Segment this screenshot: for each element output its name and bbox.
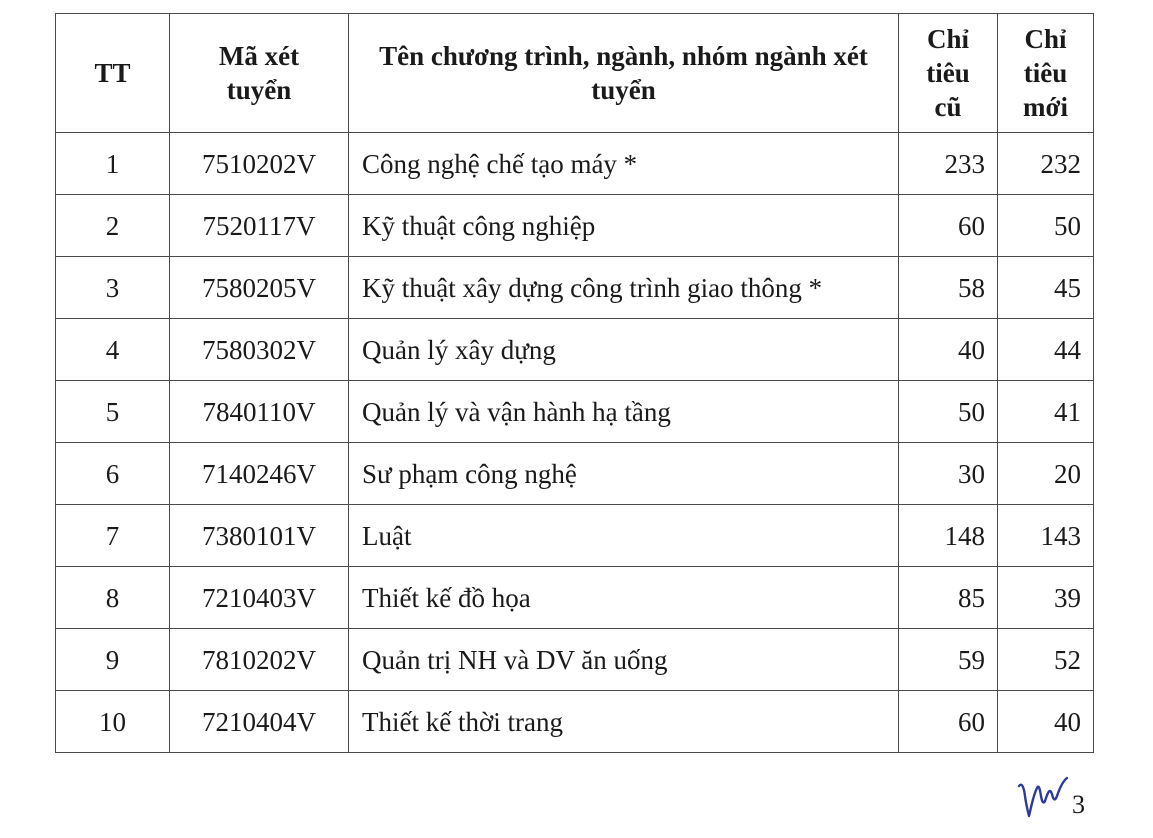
- cell-code: 7210403V: [170, 567, 349, 629]
- table-row: [56, 629, 1094, 691]
- cell-program-name: Quản lý xây dựng: [349, 319, 899, 381]
- cell-program-name: Sư phạm công nghệ: [349, 443, 899, 505]
- handwritten-initials-icon: [1016, 772, 1070, 822]
- cell-new-quota: 52: [998, 629, 1094, 691]
- cell-tt: 5: [56, 381, 170, 443]
- cell-new-quota: 44: [998, 319, 1094, 381]
- table-header-row: [56, 14, 1094, 133]
- header-old-quota: Chỉ tiêu cũ: [899, 14, 998, 133]
- cell-new-quota: 50: [998, 195, 1094, 257]
- cell-new-quota: 40: [998, 691, 1094, 753]
- cell-program-name: Thiết kế thời trang: [349, 691, 899, 753]
- header-new-quota: Chỉ tiêu mới: [998, 14, 1094, 133]
- cell-old-quota: 40: [899, 319, 998, 381]
- cell-code: 7380101V: [170, 505, 349, 567]
- cell-tt: 7: [56, 505, 170, 567]
- cell-old-quota: 60: [899, 691, 998, 753]
- cell-program-name: Thiết kế đồ họa: [349, 567, 899, 629]
- admission-quota-table: [55, 13, 1094, 753]
- header-code: Mã xét tuyển: [170, 14, 349, 133]
- table-row: [56, 319, 1094, 381]
- cell-program-name: Quản lý và vận hành hạ tầng: [349, 381, 899, 443]
- cell-code: 7580302V: [170, 319, 349, 381]
- cell-tt: 1: [56, 133, 170, 195]
- cell-code: 7510202V: [170, 133, 349, 195]
- cell-tt: 2: [56, 195, 170, 257]
- cell-old-quota: 85: [899, 567, 998, 629]
- cell-code: 7810202V: [170, 629, 349, 691]
- table-row: [56, 133, 1094, 195]
- cell-code: 7140246V: [170, 443, 349, 505]
- table-row: [56, 381, 1094, 443]
- table-row: [56, 691, 1094, 753]
- table-row: [56, 257, 1094, 319]
- cell-code: 7580205V: [170, 257, 349, 319]
- cell-code: 7840110V: [170, 381, 349, 443]
- cell-tt: 8: [56, 567, 170, 629]
- cell-new-quota: 232: [998, 133, 1094, 195]
- header-tt: TT: [56, 14, 170, 133]
- cell-old-quota: 233: [899, 133, 998, 195]
- cell-program-name: Kỹ thuật công nghiệp: [349, 195, 899, 257]
- table-row: [56, 443, 1094, 505]
- cell-program-name: Công nghệ chế tạo máy *: [349, 133, 899, 195]
- cell-tt: 10: [56, 691, 170, 753]
- cell-old-quota: 50: [899, 381, 998, 443]
- table-row: [56, 195, 1094, 257]
- cell-old-quota: 60: [899, 195, 998, 257]
- cell-new-quota: 20: [998, 443, 1094, 505]
- cell-new-quota: 41: [998, 381, 1094, 443]
- table-row: [56, 505, 1094, 567]
- cell-tt: 6: [56, 443, 170, 505]
- cell-new-quota: 45: [998, 257, 1094, 319]
- page-number: 3: [1072, 790, 1085, 819]
- cell-new-quota: 143: [998, 505, 1094, 567]
- cell-code: 7520117V: [170, 195, 349, 257]
- cell-code: 7210404V: [170, 691, 349, 753]
- cell-old-quota: 59: [899, 629, 998, 691]
- cell-old-quota: 30: [899, 443, 998, 505]
- cell-program-name: Kỹ thuật xây dựng công trình giao thông *: [349, 257, 899, 319]
- header-program-name: Tên chương trình, ngành, nhóm ngành xét tuyển: [349, 14, 899, 133]
- cell-tt: 9: [56, 629, 170, 691]
- cell-tt: 4: [56, 319, 170, 381]
- table-body: [56, 133, 1094, 753]
- cell-old-quota: 148: [899, 505, 998, 567]
- table-row: [56, 567, 1094, 629]
- cell-old-quota: 58: [899, 257, 998, 319]
- cell-new-quota: 39: [998, 567, 1094, 629]
- cell-program-name: Quản trị NH và DV ăn uống: [349, 629, 899, 691]
- cell-program-name: Luật: [349, 505, 899, 567]
- cell-tt: 3: [56, 257, 170, 319]
